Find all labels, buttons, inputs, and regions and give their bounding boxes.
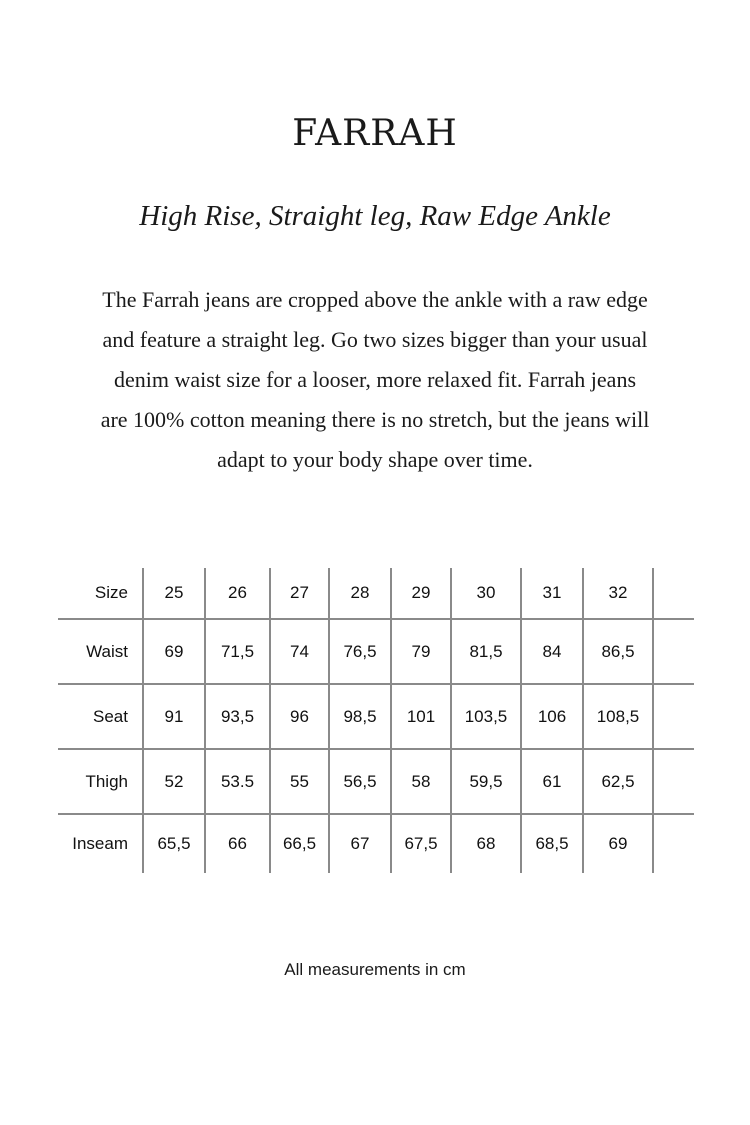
table-cell: 62,5: [583, 749, 653, 814]
table-cell: 69: [143, 619, 205, 684]
row-label-waist: Waist: [58, 619, 143, 684]
table-cell: 68,5: [521, 814, 583, 873]
table-cell: 53.5: [205, 749, 270, 814]
table-cell: 59,5: [451, 749, 521, 814]
table-cell: 66: [205, 814, 270, 873]
table-cell: 103,5: [451, 684, 521, 749]
size-chart-table: [58, 568, 694, 873]
table-cell: 32: [583, 568, 653, 619]
table-cell: 86,5: [583, 619, 653, 684]
table-cell-empty: [653, 684, 694, 749]
table-cell: 84: [521, 619, 583, 684]
table-cell-empty: [653, 814, 694, 873]
table-row: [58, 749, 694, 814]
table-cell: 58: [391, 749, 451, 814]
table-cell: 98,5: [329, 684, 391, 749]
table-cell: 93,5: [205, 684, 270, 749]
measurement-footnote: All measurements in cm: [284, 960, 466, 979]
table-cell-empty: [653, 568, 694, 619]
table-row: [58, 568, 694, 619]
table-cell: 76,5: [329, 619, 391, 684]
table-cell: 68: [451, 814, 521, 873]
table-cell: 74: [270, 619, 329, 684]
page-title: FARRAH: [292, 113, 458, 154]
table-cell: 81,5: [451, 619, 521, 684]
table-cell-empty: [653, 749, 694, 814]
product-description: The Farrah jeans are cropped above the ankle with a raw edge and feature a straight leg. Go two sizes bigger than your usual denim waist size for a looser, more relaxed fit. Farrah jeans are 100% cotton meaning there is no stretch, but the jeans will adapt to your body shape over time.: [100, 287, 650, 472]
table-row: [58, 684, 694, 749]
product-subtitle: High Rise, Straight leg, Raw Edge Ankle: [139, 200, 611, 232]
table-cell: 52: [143, 749, 205, 814]
table-cell: 30: [451, 568, 521, 619]
table-cell: 31: [521, 568, 583, 619]
table-cell: 106: [521, 684, 583, 749]
table-cell: 56,5: [329, 749, 391, 814]
table-cell: 79: [391, 619, 451, 684]
table-row: [58, 619, 694, 684]
table-cell: 65,5: [143, 814, 205, 873]
table-cell: 25: [143, 568, 205, 619]
table-cell: 71,5: [205, 619, 270, 684]
table-cell: 61: [521, 749, 583, 814]
table-cell: 91: [143, 684, 205, 749]
table-cell: 27: [270, 568, 329, 619]
table-cell: 66,5: [270, 814, 329, 873]
table-row: [58, 814, 694, 873]
row-label-seat: Seat: [58, 684, 143, 749]
table-cell: 96: [270, 684, 329, 749]
row-label-size: Size: [58, 568, 143, 619]
table-cell: 29: [391, 568, 451, 619]
table-cell: 26: [205, 568, 270, 619]
table-cell: 28: [329, 568, 391, 619]
table-cell: 69: [583, 814, 653, 873]
row-label-thigh: Thigh: [58, 749, 143, 814]
table-cell: 101: [391, 684, 451, 749]
table-cell: 67,5: [391, 814, 451, 873]
table-cell: 67: [329, 814, 391, 873]
row-label-inseam: Inseam: [72, 834, 128, 853]
table-cell: 55: [270, 749, 329, 814]
table-cell: 108,5: [583, 684, 653, 749]
table-cell-empty: [653, 619, 694, 684]
